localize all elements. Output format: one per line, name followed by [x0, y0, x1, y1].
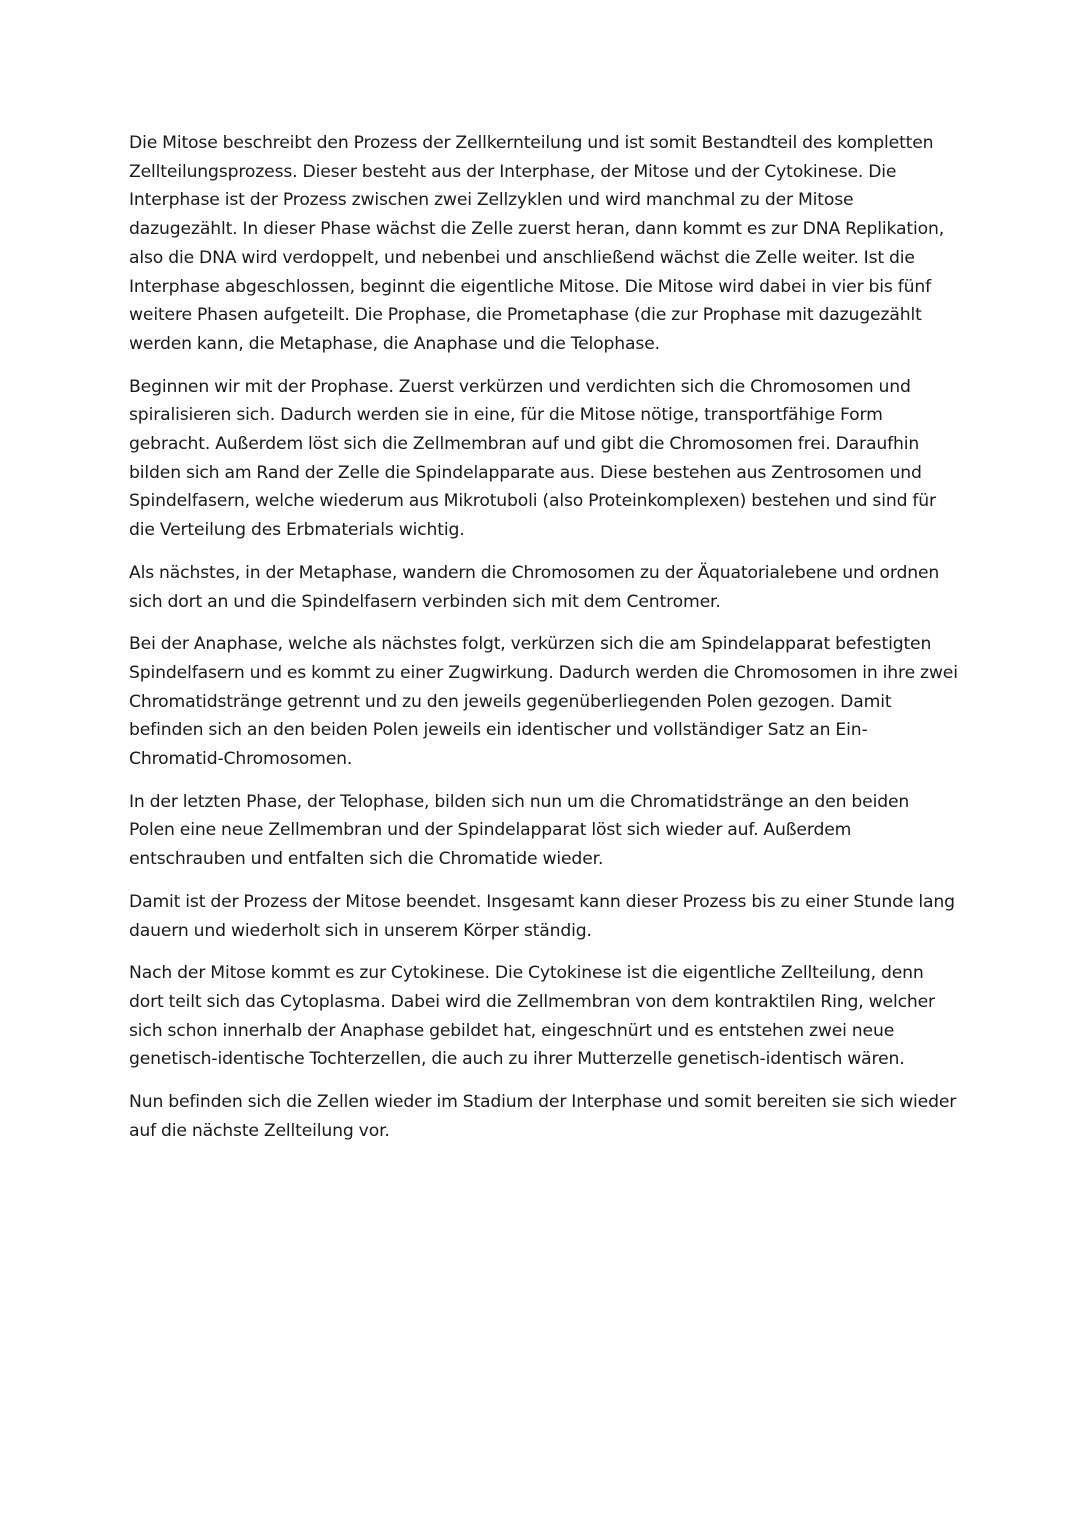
paragraph-introduction: Die Mitose beschreibt den Prozess der Zellkernteilung und ist somit Bestandteil des kompletten Zellteilungsprozess. Dieser besteht aus der Interphase, der Mitose und der Cytokinese. Die Interphase ist der Prozess zwischen zwei Zellzyklen und wird manchmal zu der Mitose dazugezählt. In dieser Phase wächst die Zelle zuerst heran, dann kommt es zur DNA Replikation, also die DNA wird verdoppelt, und nebenbei und anschließend wächst die Zelle weiter. Ist die Interphase abgeschlossen, beginnt die eigentliche Mitose. Die Mitose wird dabei in vier bis fünf weitere Phasen aufgeteilt. Die Prophase, die Prometaphase (die zur Prophase mit dazugezählt werden kann, die Metaphase, die Anaphase und die Telophase.: [129, 133, 945, 354]
paragraph-telophase: In der letzten Phase, der Telophase, bilden sich nun um die Chromatidstränge an den beiden Polen eine neue Zellmembran und der Spindelapparat löst sich wieder auf. Außerdem entschrauben und entfalten sich die Chromatide wieder.: [129, 791, 910, 870]
paragraph-prophase: Beginnen wir mit der Prophase. Zuerst verkürzen und verdichten sich die Chromosomen und spiralisieren sich. Dadurch werden sie in eine, für die Mitose nötige, transportfähige Form gebracht. Außerdem löst sich die Zellmembran auf und gibt die Chromosomen frei. Daraufhin bilden sich am Rand der Zelle die Spindelapparate aus. Diese bestehen aus Zentrosomen und Spindelfasern, welche wiederum aus Mikrotuboli (also Proteinkomplexen) bestehen und sind für die Verteilung des Erbmaterials wichtig.: [129, 376, 936, 541]
paragraph-mitosis-end: Damit ist der Prozess der Mitose beendet. Insgesamt kann dieser Prozess bis zu einer Stunde lang dauern und wiederholt sich in unserem Körper ständig.: [129, 891, 955, 941]
paragraph-conclusion: Nun befinden sich die Zellen wieder im Stadium der Interphase und somit bereiten sie sich wieder auf die nächste Zellteilung vor.: [129, 1092, 957, 1141]
paragraph-metaphase: Als nächstes, in der Metaphase, wandern die Chromosomen zu der Äquatorialebene und ordnen sich dort an und die Spindelfasern verbinden sich mit dem Centromer.: [129, 562, 940, 612]
paragraph-cytokinesis: Nach der Mitose kommt es zur Cytokinese. Die Cytokinese ist die eigentliche Zellteilung, denn dort teilt sich das Cytoplasma. Dabei wird die Zellmembran von dem kontraktilen Ring, welcher sich schon innerhalb der Anaphase gebildet hat, eingeschnürt und es entstehen zwei neue genetisch-identische Tochterzellen, die auch zu ihrer Mutterzelle genetisch-identisch wären.: [129, 963, 935, 1070]
document-body: [129, 129, 959, 1160]
paragraph-anaphase: Bei der Anaphase, welche als nächstes folgt, verkürzen sich die am Spindelapparat befestigten Spindelfasern und es kommt zu einer Zugwirkung. Dadurch werden die Chromosomen in ihre zwei Chromatidstränge getrennt und zu den jeweils gegenüberliegenden Polen gezogen. Damit befinden sich an den beiden Polen jeweils ein identischer und vollständiger Satz an Ein-Chromatid-Chromosomen.: [129, 634, 958, 770]
